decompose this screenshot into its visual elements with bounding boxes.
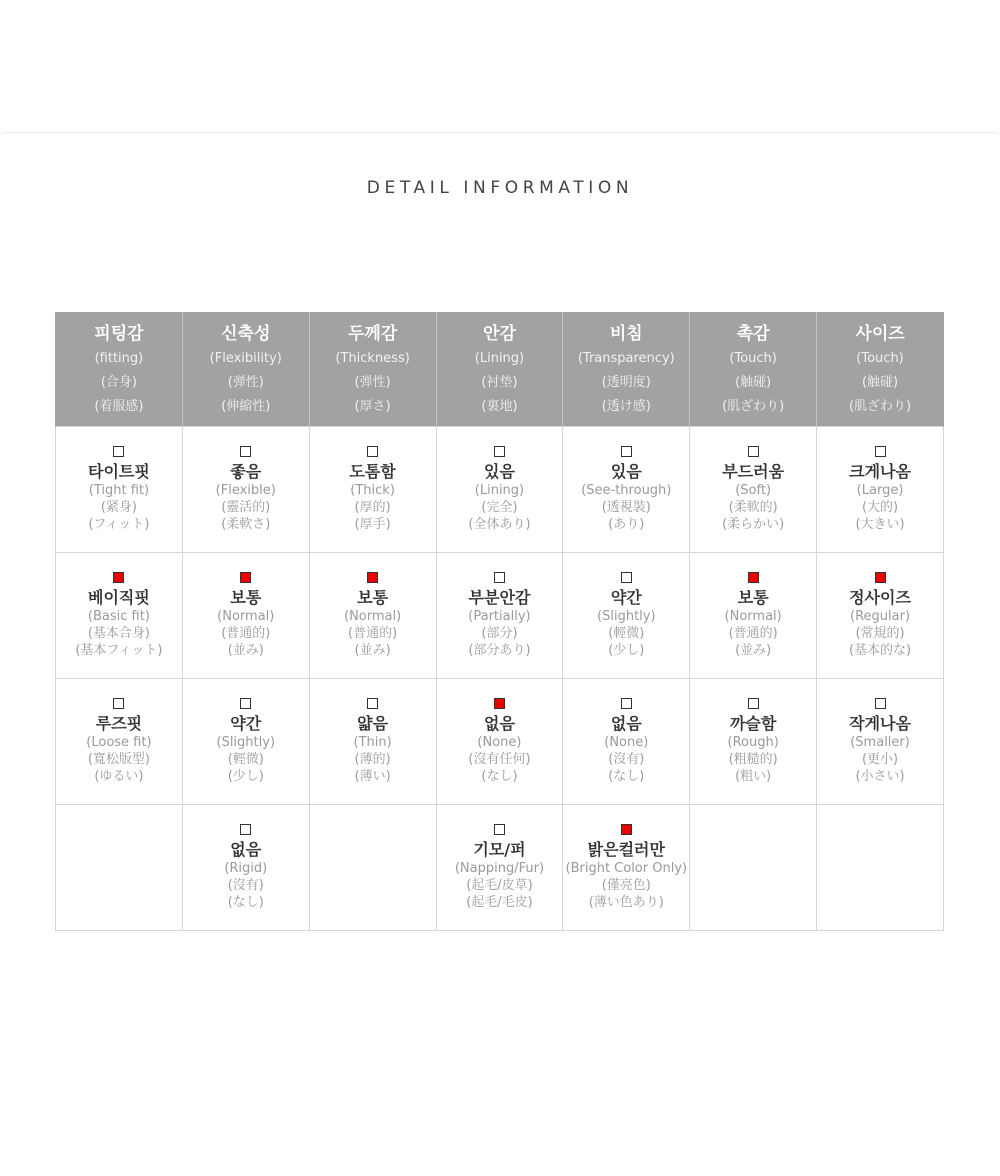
option-label: 작게나옴 [849,714,911,733]
unchecked-box-icon [875,446,886,457]
column-header-title: 촉감 [736,324,770,344]
unchecked-box-icon [113,446,124,457]
option-translation: (寬松版型) [87,752,150,767]
option [690,446,816,533]
option-cell [182,805,309,931]
option-cell [436,679,563,805]
option-cell [56,553,183,679]
option-translation: (靈活的) [221,500,271,515]
option-translation: (Loose fit) [86,735,152,750]
option-label: 기모/퍼 [473,840,526,859]
option-translation: (Thin) [353,735,392,750]
option-cell [817,553,944,679]
column-header [690,312,817,427]
option-translation: (大きい) [855,517,905,532]
column-header-subtitle: (Thickness) [335,351,410,366]
option-label: 베이직핏 [88,588,150,607]
option-label: 좋음 [230,462,262,481]
option-translation: (部分) [481,626,518,641]
option-cell [436,805,563,931]
option-cell [309,553,436,679]
option-translation: (部分あり) [468,643,531,658]
option-translation: (Soft) [735,483,772,498]
option-cell [436,553,563,679]
option-label: 있음 [610,462,642,481]
column-header [182,312,309,427]
column-header-subtitle: (透明度) [601,375,651,390]
option-translation: (Tight fit) [88,483,150,498]
option-translation: (薄的) [354,752,391,767]
option-translation: (厚的) [354,500,391,515]
option-cell [309,427,436,553]
unchecked-box-icon [621,698,632,709]
option-label: 약간 [230,714,262,733]
option-label: 얇음 [357,714,389,733]
option-cell [182,679,309,805]
empty-cell [817,805,944,931]
option-translation: (Slightly) [216,735,276,750]
option-translation: (Normal) [724,609,782,624]
option-cell [690,427,817,553]
option-label: 없음 [610,714,642,733]
option-translation: (沒有) [227,878,264,893]
option [437,572,563,659]
empty-cell [56,805,183,931]
option-translation: (Normal) [217,609,275,624]
option-translation: (Slightly) [597,609,656,624]
detail-info-table [55,312,944,931]
option [183,446,309,533]
column-header-subtitle: (fitting) [94,351,144,366]
table-row [56,679,944,805]
column-header-subtitle: (厚さ) [354,399,391,414]
table-row [56,427,944,553]
column-header [563,312,690,427]
option-cell [309,679,436,805]
option-translation: (粗い) [735,769,772,784]
option-cell [817,679,944,805]
option-translation: (基本的な) [848,643,912,658]
option-translation: (ゆるい) [94,769,144,784]
option-translation: (大的) [861,500,899,515]
option-translation: (少し) [227,769,264,784]
unchecked-box-icon [367,446,378,457]
column-header-title: 신축성 [221,324,271,344]
option-label: 정사이즈 [849,588,911,607]
column-header-title: 비침 [609,324,643,344]
option-translation: (柔軟さ) [221,517,271,532]
column-header-subtitle: (Flexibility) [209,351,282,366]
option-label: 보통 [737,588,769,607]
option-translation: (厚手) [354,517,391,532]
option [56,698,182,785]
option-label: 타이트핏 [88,462,150,481]
option-label: 루즈핏 [95,714,143,733]
option-translation: (輕微) [608,626,645,641]
option-translation: (粗糙的) [728,752,778,767]
option-translation: (Lining) [474,483,525,498]
option-translation: (None) [477,735,522,750]
option-translation: (柔軟的) [728,500,778,515]
unchecked-box-icon [240,446,251,457]
option-translation: (柔らかい) [722,517,785,532]
unchecked-box-icon [367,698,378,709]
column-header-subtitle: (着服感) [94,399,144,414]
table-row [56,553,944,679]
checked-box-icon [875,572,886,583]
unchecked-box-icon [240,824,251,835]
option-cell [182,553,309,679]
option-translation: (なし) [227,895,264,910]
option [817,572,943,659]
option-label: 있음 [483,462,515,481]
option-translation: (Flexible) [215,483,276,498]
checked-box-icon [367,572,378,583]
option-translation: (Napping/Fur) [454,861,545,876]
option [563,824,689,911]
option-translation: (並み) [227,643,264,658]
option-cell [436,427,563,553]
option-cell [563,679,690,805]
option-translation: (紧身) [100,500,137,515]
column-header-subtitle: (弹性) [354,375,391,390]
column-header-title: 안감 [483,324,516,344]
option-translation: (起毛/皮草) [466,878,533,893]
option-cell [690,553,817,679]
checked-box-icon [748,572,759,583]
option-cell [690,679,817,805]
unchecked-box-icon [494,446,505,457]
option-translation: (薄い) [354,769,391,784]
option-label: 부드러움 [722,462,785,481]
option-translation: (小さい) [855,769,905,784]
option-translation: (Large) [856,483,904,498]
option-translation: (普通的) [221,626,271,641]
option-label: 크게나옴 [849,462,911,481]
option [690,572,816,659]
column-header-subtitle: (合身) [100,375,137,390]
column-header-subtitle: (触碰) [735,375,772,390]
column-header-title: 사이즈 [855,324,905,344]
option-translation: (更小) [861,752,899,767]
column-header-subtitle: (Touch) [856,351,904,366]
option-translation: (少し) [608,643,645,658]
column-header-subtitle: (肌ざわり) [722,399,785,414]
option-translation: (沒有任何) [468,752,531,767]
option-translation: (Regular) [850,609,911,624]
option-translation: (Bright Color Only) [565,861,688,876]
option-label: 도톰함 [349,462,396,481]
option [437,824,563,911]
option [437,698,563,785]
option [183,698,309,785]
option [183,572,309,659]
option-cell [56,427,183,553]
option-translation: (See-through) [581,483,672,498]
unchecked-box-icon [621,446,632,457]
option [563,572,689,659]
option-label: 부분안감 [468,588,531,607]
option-cell [56,679,183,805]
option [817,446,943,533]
option [56,572,182,659]
option [56,446,182,533]
unchecked-box-icon [240,698,251,709]
unchecked-box-icon [494,572,505,583]
option-label: 보통 [230,588,262,607]
option-cell [817,427,944,553]
column-header-subtitle: (衬垫) [481,375,518,390]
option-translation: (Normal) [344,609,402,624]
column-header-subtitle: (弹性) [227,375,264,390]
unchecked-box-icon [494,824,505,835]
option [310,572,436,659]
option-translation: (なし) [481,769,518,784]
checked-box-icon [494,698,505,709]
option-label: 약간 [610,588,642,607]
column-header-subtitle: (伸縮性) [221,399,271,414]
option-translation: (全体あり) [468,517,531,532]
checked-box-icon [621,824,632,835]
option-translation: (起毛/毛皮) [466,895,533,910]
checked-box-icon [240,572,251,583]
option-translation: (完全) [481,500,518,515]
option-translation: (沒有) [608,752,645,767]
option-label: 까슬함 [729,714,777,733]
top-divider [3,132,997,133]
table-row [56,805,944,931]
option-translation: (並み) [735,643,772,658]
option-translation: (常規的) [855,626,905,641]
unchecked-box-icon [748,698,759,709]
option-translation: (普通的) [728,626,778,641]
option [563,446,689,533]
option-translation: (Partially) [468,609,531,624]
unchecked-box-icon [748,446,759,457]
empty-cell [309,805,436,931]
column-header-title: 두께감 [347,324,398,344]
option-label: 없음 [483,714,515,733]
option-translation: (基本合身) [87,626,150,641]
option [310,446,436,533]
option-translation: (並み) [354,643,391,658]
option-cell [563,427,690,553]
option-label: 보통 [357,588,389,607]
column-header [817,312,944,427]
option-translation: (Thick) [350,483,395,498]
column-header-subtitle: (透け感) [601,399,651,414]
option-translation: (Rough) [727,735,779,750]
column-header [436,312,563,427]
option-translation: (普通的) [348,626,398,641]
option-translation: (僅亮色) [601,878,651,893]
option [437,446,563,533]
empty-cell [690,805,817,931]
option-cell [182,427,309,553]
option-translation: (なし) [608,769,645,784]
option-cell [563,805,690,931]
column-header-subtitle: (Lining) [474,351,525,366]
page-title: DETAIL INFORMATION [366,178,634,198]
column-header-subtitle: (Transparency) [577,351,675,366]
option-translation: (基本フィット) [75,643,163,658]
column-header [56,312,183,427]
option-translation: (透視裝) [601,500,651,515]
option-translation: (あり) [608,517,645,532]
option-cell [563,553,690,679]
header-row [56,312,944,427]
option [563,698,689,785]
checked-box-icon [113,572,124,583]
option [183,824,309,911]
unchecked-box-icon [621,572,632,583]
option-translation: (Smaller) [850,735,910,750]
column-header-subtitle: (肌ざわり) [848,399,912,414]
option-translation: (Basic fit) [87,609,150,624]
option [310,698,436,785]
option-label: 밝은컬러만 [587,840,665,859]
option-translation: (Rigid) [224,861,268,876]
unchecked-box-icon [875,698,886,709]
column-header-subtitle: (触碰) [861,375,899,390]
option-translation: (輕微) [227,752,264,767]
column-header-subtitle: (裏地) [481,399,518,414]
option [690,698,816,785]
option-translation: (フィット) [88,517,150,532]
column-header-title: 피팅감 [94,324,144,344]
column-header [309,312,436,427]
option-label: 없음 [230,840,262,859]
option-translation: (None) [604,735,649,750]
option [817,698,943,785]
column-header-subtitle: (Touch) [729,351,777,366]
unchecked-box-icon [113,698,124,709]
option-translation: (薄い色あり) [588,895,664,910]
